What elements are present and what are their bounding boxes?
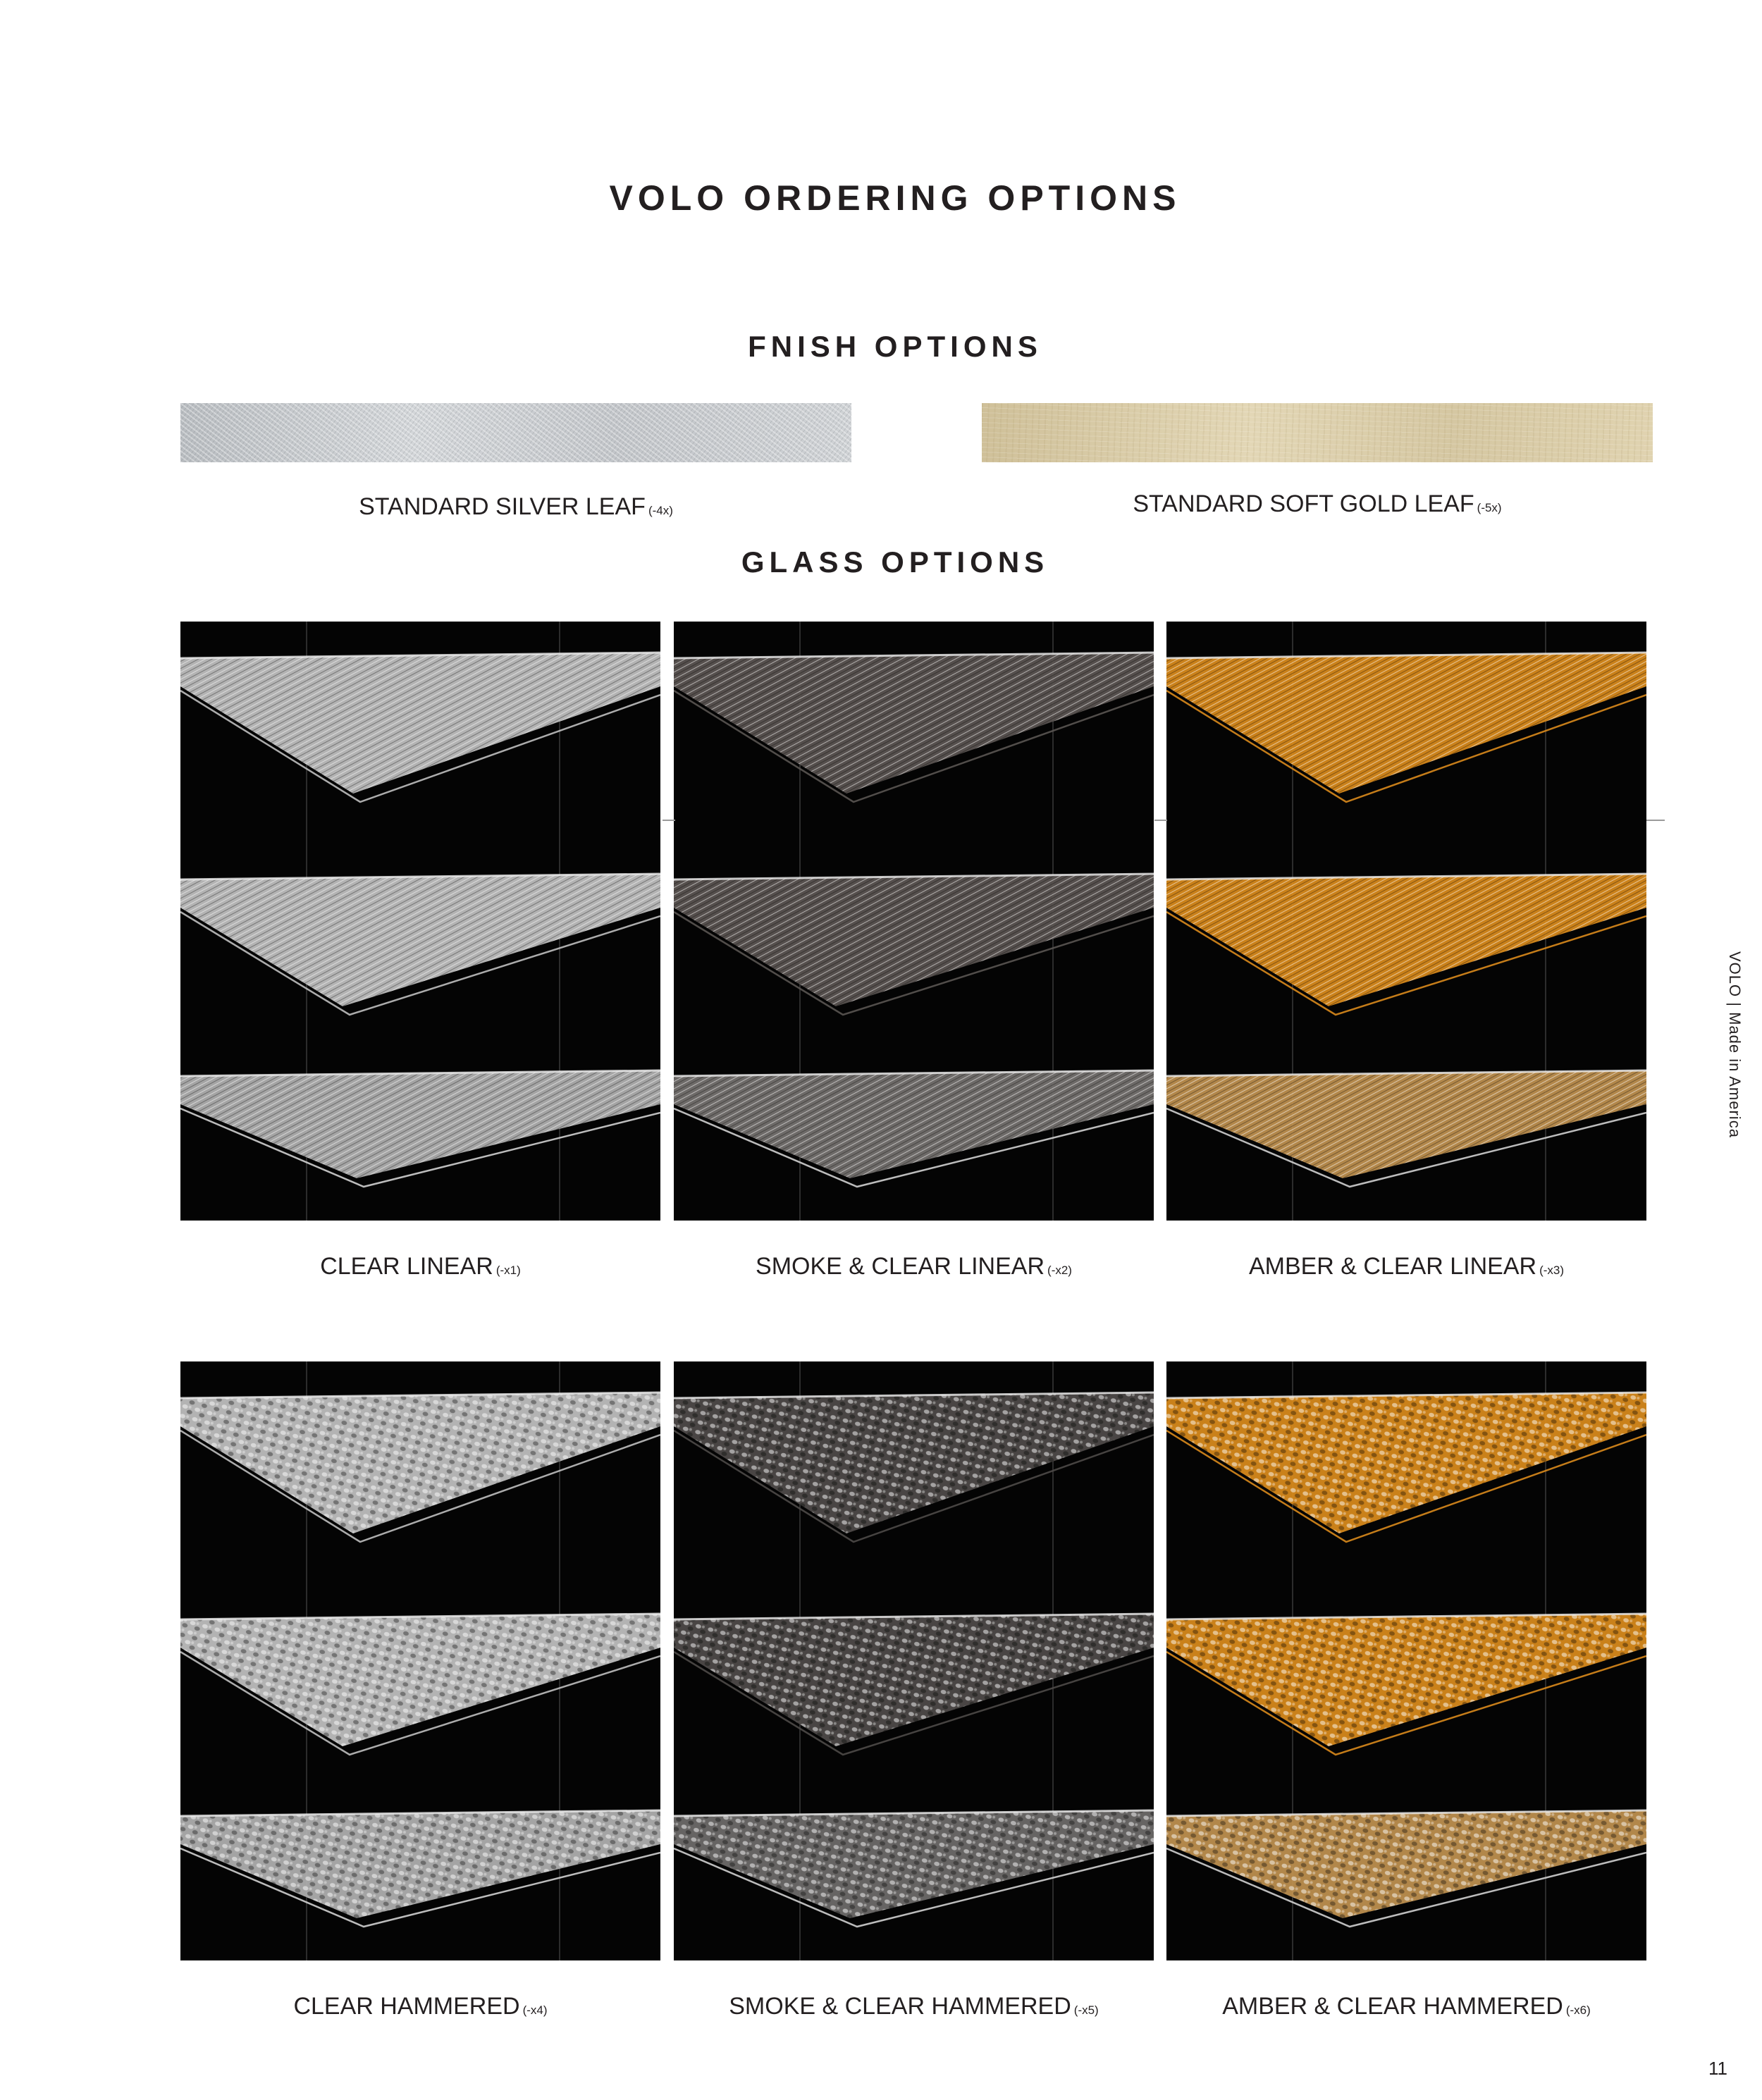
- glass-caption: [674, 1993, 1154, 2020]
- glass-options-heading: GLASS OPTIONS: [741, 545, 1049, 579]
- glass-illustration: [1166, 1361, 1646, 1960]
- finish-options-heading: FNISH OPTIONS: [748, 330, 1042, 363]
- glass-code: (-x3): [1539, 1264, 1565, 1277]
- glass-label: SMOKE & CLEAR LINEAR: [756, 1253, 1045, 1280]
- page-number: 11: [1708, 2058, 1727, 2079]
- glass-swatch-amber-hammered: [1166, 1361, 1646, 1960]
- glass-code: (-x6): [1565, 2003, 1591, 2017]
- glass-code: (-x5): [1073, 2003, 1099, 2017]
- divider-tick: [1154, 820, 1167, 821]
- gold-leaf-caption: [982, 490, 1653, 518]
- gold-leaf-swatch: [982, 403, 1653, 462]
- glass-swatch-clear-linear: [180, 622, 660, 1221]
- glass-code: (-x1): [495, 1264, 521, 1277]
- page-title: VOLO ORDERING OPTIONS: [609, 178, 1181, 218]
- divider-tick: [663, 820, 675, 821]
- glass-illustration: [180, 622, 660, 1221]
- glass-code: (-x4): [522, 2003, 548, 2017]
- glass-label: SMOKE & CLEAR HAMMERED: [729, 1993, 1071, 2020]
- glass-illustration: [1166, 622, 1646, 1221]
- glass-caption: [180, 1253, 660, 1280]
- divider-tick: [1646, 820, 1665, 821]
- glass-swatch-smoke-hammered: [674, 1361, 1154, 1960]
- gold-leaf-label: STANDARD SOFT GOLD LEAF: [1133, 490, 1474, 517]
- glass-label: AMBER & CLEAR HAMMERED: [1222, 1993, 1563, 2020]
- glass-label: CLEAR HAMMERED: [293, 1993, 520, 2020]
- glass-swatch-smoke-linear: [674, 622, 1154, 1221]
- glass-label: CLEAR LINEAR: [320, 1253, 493, 1280]
- silver-leaf-swatch: [180, 403, 851, 462]
- glass-swatch-amber-linear: [1166, 622, 1646, 1221]
- silver-leaf-label: STANDARD SILVER LEAF: [359, 493, 646, 520]
- glass-illustration: [674, 622, 1154, 1221]
- glass-illustration: [180, 1361, 660, 1960]
- glass-illustration: [674, 1361, 1154, 1960]
- glass-label: AMBER & CLEAR LINEAR: [1248, 1253, 1537, 1280]
- glass-caption: [1166, 1993, 1646, 2020]
- glass-caption: [1166, 1253, 1646, 1280]
- gold-leaf-code: (-5x): [1477, 501, 1502, 514]
- side-running-footer: VOLO | Made in America: [1726, 951, 1744, 1138]
- glass-caption: [180, 1993, 660, 2020]
- silver-leaf-code: (-4x): [648, 504, 673, 517]
- glass-swatch-clear-hammered: [180, 1361, 660, 1960]
- glass-code: (-x2): [1047, 1264, 1072, 1277]
- glass-caption: [674, 1253, 1154, 1280]
- silver-leaf-caption: [180, 493, 851, 521]
